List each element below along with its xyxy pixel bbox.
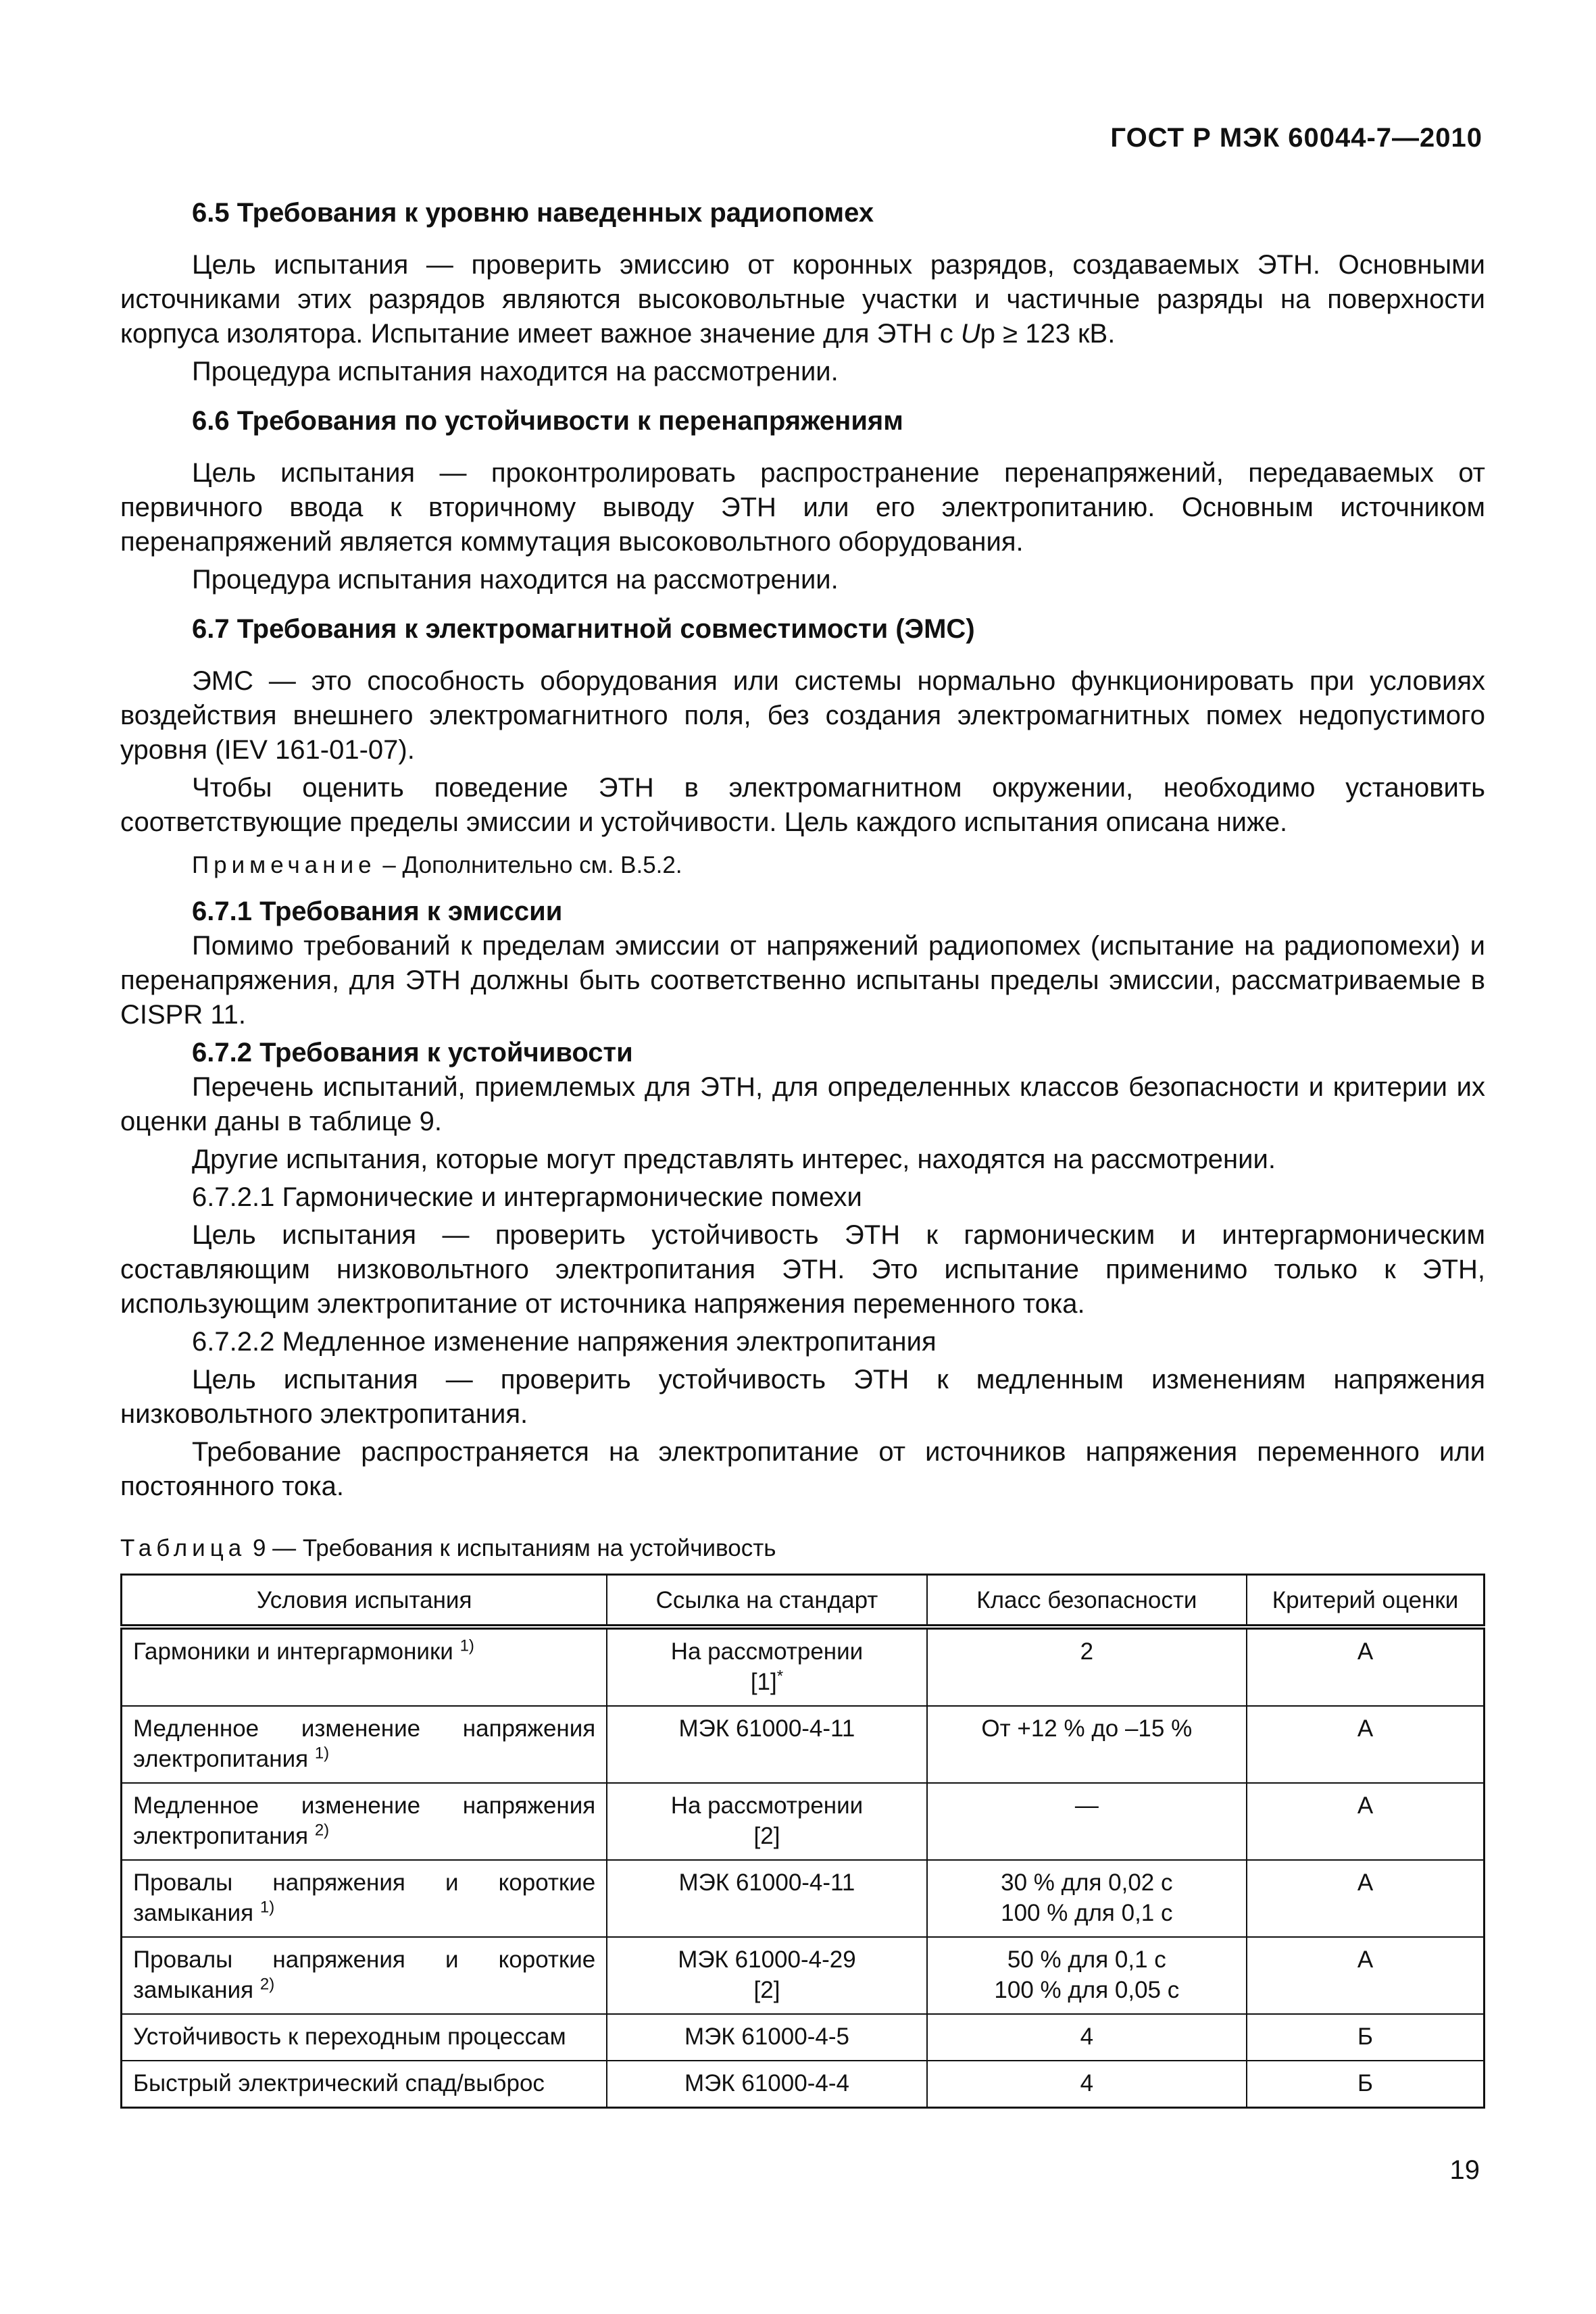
text-run: Цель испытания — проверить эмиссию от коронных разрядов, создаваемых ЭТН. Основными источниками этих разрядов являются высоковольтные участки и частичные разряды на поверхности корпуса изолятора. Испытание имеет важное значение для ЭТН с bbox=[120, 250, 1485, 349]
footnote-mark: 1) bbox=[314, 1744, 330, 1763]
section-6-6-paragraph-1: Цель испытания — проконтролировать распространение перенапряжений, передаваемых от первичного ввода к вторичному выводу ЭТН или его электропитанию. Основным источником перенапряжений является коммутация высоковольтного оборудования. bbox=[120, 458, 1485, 557]
footnote-mark: * bbox=[776, 1667, 784, 1686]
cell-reference bbox=[607, 2061, 926, 2108]
cell-criterion: Б bbox=[1247, 2014, 1485, 2061]
section-6-7-paragraph-1: ЭМС — это способность оборудования или системы нормально функционировать при условиях воздействия внешнего электромагнитного поля, без создания электромагнитных помех недопустимого уровня (IEV 161-01-07). bbox=[120, 666, 1485, 765]
section-6-5-title: 6.5 Требования к уровню наведенных радиопомех bbox=[192, 198, 874, 228]
column-header: Класс безопасности bbox=[927, 1575, 1247, 1628]
safety-class-line: 2 bbox=[1080, 1638, 1094, 1665]
table-row bbox=[122, 2014, 1485, 2061]
cell-safety-class bbox=[927, 1706, 1247, 1783]
safety-class-line: — bbox=[1074, 1792, 1099, 1819]
reference-line: МЭК 61000-4-29 bbox=[678, 1946, 856, 1973]
cell-safety-class bbox=[927, 1627, 1247, 1706]
section-6-7-1-title: 6.7.1 Требования к эмиссии bbox=[192, 897, 563, 926]
safety-class-line: 4 bbox=[1080, 2070, 1094, 2096]
footnote-mark: 1) bbox=[459, 1636, 474, 1655]
cell-reference bbox=[607, 2014, 926, 2061]
cell-condition bbox=[122, 1860, 607, 1937]
table-row bbox=[122, 1860, 1485, 1937]
page-content bbox=[120, 196, 1485, 2109]
table-row bbox=[122, 1783, 1485, 1860]
cell-safety-class bbox=[927, 2061, 1247, 2108]
table-9 bbox=[120, 1574, 1485, 2109]
section-6-7-paragraph-2: Чтобы оценить поведение ЭТН в электромагнитном окружении, необходимо установить соответствующие пределы эмиссии и устойчивости. Цель каждого испытания описана ниже. bbox=[120, 773, 1485, 837]
section-6-5-paragraph-2: Процедура испытания находится на рассмотрении. bbox=[192, 357, 839, 386]
cell-condition bbox=[122, 2014, 607, 2061]
subsection-6-7-2-1-paragraph: Цель испытания — проверить устойчивость ЭТН к гармоническим и интергармоническим составляющим низковольтного электропитания ЭТН. Это испытание применимо только к ЭТН, использующим электропитание от источника напряжения переменного тока. bbox=[120, 1220, 1485, 1319]
reference-line bbox=[618, 1975, 915, 2005]
cell-reference bbox=[607, 1627, 926, 1706]
reference-line bbox=[618, 1821, 915, 1851]
section-6-5-paragraph-1 bbox=[120, 248, 1485, 351]
section-6-7-title: 6.7 Требования к электромагнитной совместимости (ЭМС) bbox=[192, 614, 975, 644]
column-header: Критерий оценки bbox=[1247, 1575, 1485, 1628]
condition-text: Быстрый электрический спад/выброс bbox=[133, 2070, 545, 2096]
reference-text: [2] bbox=[753, 1977, 780, 2003]
table-row bbox=[122, 1937, 1485, 2014]
symbol-u: U bbox=[960, 319, 980, 349]
condition-text: Провалы напряжения и короткие замыкания bbox=[133, 1869, 596, 1926]
table-row bbox=[122, 2061, 1485, 2108]
condition-text: Устойчивость к переходным процессам bbox=[133, 2023, 566, 2050]
table-caption-label: Таблица bbox=[120, 1535, 247, 1561]
table-row bbox=[122, 1627, 1485, 1706]
column-header: Условия испытания bbox=[122, 1575, 607, 1628]
page-number: 19 bbox=[1449, 2155, 1480, 2185]
condition-text: Медленное изменение напряжения электропитания bbox=[133, 1715, 596, 1772]
section-6-6-title: 6.6 Требования по устойчивости к перенапряжениям bbox=[192, 406, 903, 436]
note-text: – Дополнительно см. В.5.2. bbox=[376, 852, 682, 878]
cell-condition bbox=[122, 1706, 607, 1783]
safety-class-line: 50 % для 0,1 с bbox=[1007, 1946, 1166, 1973]
safety-class-line: 100 % для 0,1 с bbox=[1001, 1900, 1173, 1926]
subsection-6-7-2-2-title: 6.7.2.2 Медленное изменение напряжения электропитания bbox=[192, 1327, 937, 1357]
text-run: р ≥ 123 кВ. bbox=[980, 319, 1116, 349]
reference-line: На рассмотрении bbox=[670, 1792, 864, 1819]
column-header: Ссылка на стандарт bbox=[607, 1575, 926, 1628]
reference-line: МЭК 61000-4-11 bbox=[678, 1715, 855, 1742]
cell-reference bbox=[607, 1783, 926, 1860]
reference-text: [1] bbox=[750, 1669, 777, 1695]
footnote-mark: 1) bbox=[259, 1898, 275, 1917]
section-6-6-paragraph-2: Процедура испытания находится на рассмотрении. bbox=[192, 565, 839, 595]
table-body bbox=[122, 1627, 1485, 2108]
cell-safety-class bbox=[927, 2014, 1247, 2061]
subsection-6-7-2-2-paragraph-2: Требование распространяется на электропитание от источников напряжения переменного или постоянного тока. bbox=[120, 1437, 1485, 1501]
note-label: Примечание bbox=[192, 852, 376, 878]
cell-criterion: А bbox=[1247, 1860, 1485, 1937]
page-header: ГОСТ Р МЭК 60044-7—2010 bbox=[1110, 123, 1482, 153]
cell-reference bbox=[607, 1860, 926, 1937]
cell-condition bbox=[122, 2061, 607, 2108]
reference-line: МЭК 61000-4-11 bbox=[678, 1869, 855, 1896]
reference-line bbox=[618, 1667, 915, 1697]
reference-line: МЭК 61000-4-5 bbox=[684, 2023, 849, 2050]
condition-text: Медленное изменение напряжения электропитания bbox=[133, 1792, 596, 1849]
safety-class-line: От +12 % до –15 % bbox=[981, 1715, 1193, 1742]
safety-class-line: 100 % для 0,05 с bbox=[994, 1977, 1180, 2003]
reference-line: МЭК 61000-4-4 bbox=[684, 2070, 849, 2096]
section-6-7-1-paragraph-1: Помимо требований к пределам эмиссии от напряжений радиопомех (испытание на радиопомехи) и перенапряжения, для ЭТН должны быть соответственно испытаны пределы эмиссии, рассматриваемые в CISPR 11. bbox=[120, 931, 1485, 1030]
footnote-mark: 2) bbox=[314, 1821, 330, 1840]
section-6-7-2-paragraph-1: Перечень испытаний, приемлемых для ЭТН, для определенных классов безопасности и критерии их оценки даны в таблице 9. bbox=[120, 1072, 1485, 1136]
table-header-row bbox=[122, 1575, 1485, 1628]
cell-reference bbox=[607, 1706, 926, 1783]
condition-text: Гармоники и интергармоники bbox=[133, 1638, 453, 1665]
cell-safety-class bbox=[927, 1860, 1247, 1937]
cell-safety-class bbox=[927, 1783, 1247, 1860]
note bbox=[120, 848, 1485, 882]
condition-text: Провалы напряжения и короткие замыкания bbox=[133, 1946, 596, 2003]
reference-line: На рассмотрении bbox=[670, 1638, 864, 1665]
cell-criterion: А bbox=[1247, 1706, 1485, 1783]
safety-class-line: 4 bbox=[1080, 2023, 1094, 2050]
subsection-6-7-2-1-title: 6.7.2.1 Гармонические и интергармонические помехи bbox=[192, 1182, 862, 1212]
cell-reference bbox=[607, 1937, 926, 2014]
cell-criterion: Б bbox=[1247, 2061, 1485, 2108]
reference-text: [2] bbox=[753, 1823, 780, 1849]
cell-condition bbox=[122, 1783, 607, 1860]
footnote-mark: 2) bbox=[259, 1975, 275, 1994]
table-caption bbox=[120, 1531, 1485, 1565]
cell-criterion: А bbox=[1247, 1937, 1485, 2014]
safety-class-line: 30 % для 0,02 с bbox=[1001, 1869, 1173, 1896]
section-6-7-2-paragraph-2: Другие испытания, которые могут представлять интерес, находятся на рассмотрении. bbox=[192, 1145, 1276, 1174]
cell-criterion: А bbox=[1247, 1783, 1485, 1860]
section-6-7-2-title: 6.7.2 Требования к устойчивости bbox=[192, 1038, 633, 1067]
table-row bbox=[122, 1706, 1485, 1783]
cell-safety-class bbox=[927, 1937, 1247, 2014]
cell-condition bbox=[122, 1627, 607, 1706]
cell-criterion: А bbox=[1247, 1627, 1485, 1706]
table-caption-text: 9 — Требования к испытаниям на устойчивость bbox=[246, 1535, 776, 1561]
cell-condition bbox=[122, 1937, 607, 2014]
subsection-6-7-2-2-paragraph-1: Цель испытания — проверить устойчивость ЭТН к медленным изменениям напряжения низковольтного электропитания. bbox=[120, 1365, 1485, 1429]
